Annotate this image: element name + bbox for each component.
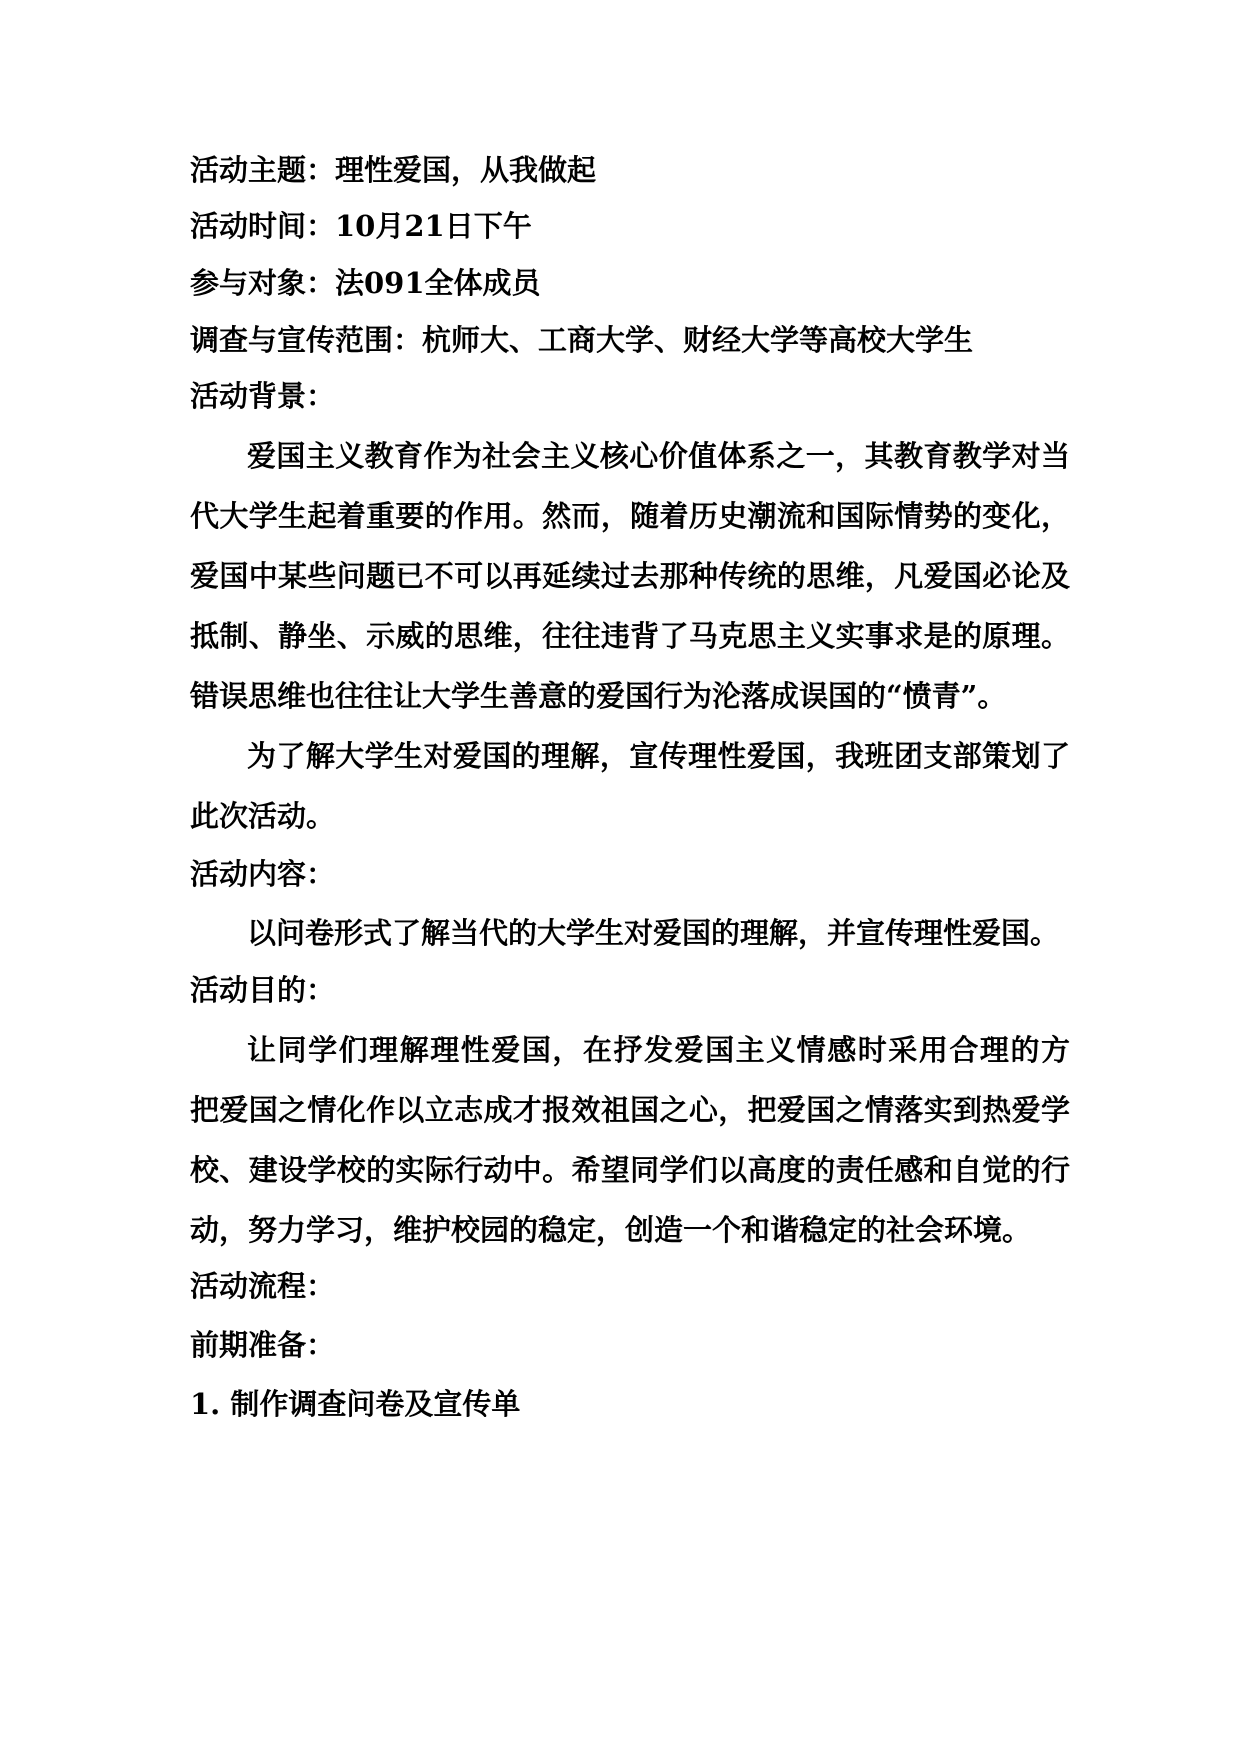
- purpose-heading: 活动目的：: [190, 973, 336, 1007]
- process-heading: 活动流程：: [190, 1269, 336, 1303]
- background-heading: 活动背景：: [190, 379, 336, 413]
- content-paragraph: 以问卷形式了解当代的大学生对爱国的理解，并宣传理性爱国。: [247, 916, 1060, 950]
- participants-line: 参与对象：法091全体成员: [190, 266, 541, 300]
- prep-heading: 前期准备：: [190, 1328, 336, 1362]
- purpose-paragraph-line: 让同学们理解理性爱国，在抒发爱国主义情感时采用合理的方: [247, 1033, 1070, 1067]
- theme-line: 活动主题：理性爱国，从我做起: [190, 153, 597, 187]
- time-line: 活动时间：10月21日下午: [190, 209, 532, 243]
- background-paragraph-line: 爱国中某些问题已不可以再延续过去那种传统的思维，凡爱国必论及: [190, 559, 1070, 593]
- background-paragraph-line: 抵制、静坐、示威的思维，往往违背了马克思主义实事求是的原理。: [190, 619, 1070, 653]
- purpose-paragraph-line: 校、建设学校的实际行动中。希望同学们以高度的责任感和自觉的行: [190, 1153, 1070, 1187]
- scope-line: 调查与宣传范围：杭师大、工商大学、财经大学等高校大学生: [190, 323, 974, 357]
- step-1-line: 1. 制作调查问卷及宣传单: [190, 1387, 521, 1421]
- purpose-paragraph-line: 动，努力学习，维护校园的稳定，创造一个和谐稳定的社会环境。: [190, 1213, 1032, 1247]
- content-heading: 活动内容：: [190, 857, 336, 891]
- purpose-paragraph-line: 把爱国之情化作以立志成才报效祖国之心，把爱国之情落实到热爱学: [190, 1093, 1070, 1127]
- background-paragraph-line: 代大学生起着重要的作用。然而，随着历史潮流和国际情势的变化，: [190, 499, 1070, 533]
- background-paragraph-line: 错误思维也往往让大学生善意的爱国行为沦落成误国的“愤青”。: [190, 679, 1007, 713]
- background-paragraph-line: 爱国主义教育作为社会主义核心价值体系之一，其教育教学对当: [247, 439, 1070, 473]
- background-paragraph2-line: 此次活动。: [190, 799, 336, 833]
- background-paragraph2-line: 为了解大学生对爱国的理解，宣传理性爱国，我班团支部策划了: [247, 739, 1070, 773]
